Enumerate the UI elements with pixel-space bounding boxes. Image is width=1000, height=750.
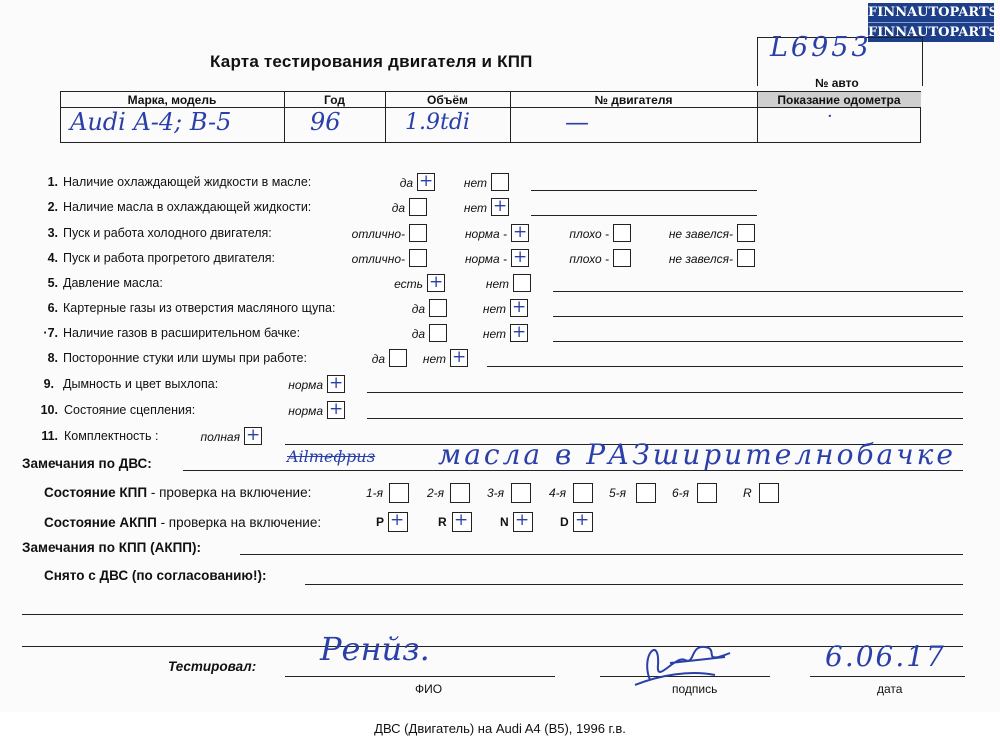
option-label: плохо -: [569, 252, 609, 266]
check-mark-icon: +: [246, 425, 261, 445]
remarks-engine-struck-text: Ailтефриз: [287, 447, 376, 466]
remarks-kpp-label: Замечания по КПП (АКПП):: [22, 540, 201, 555]
value-volume: 1.9tdi: [405, 110, 470, 135]
check-mark-icon: +: [419, 171, 434, 191]
item-label: Дымность и цвет выхлопа:: [63, 377, 219, 391]
remarks-kpp-line: [240, 554, 963, 555]
value-make-model: Audi A-4; B-5: [70, 108, 232, 136]
option-label: нет: [463, 201, 487, 215]
check-mark-icon: +: [329, 399, 344, 419]
test-date: 6.06.17: [825, 640, 946, 673]
kpp-gear-checkbox[interactable]: [759, 483, 779, 503]
item-label: Пуск и работа прогретого двигателя:: [63, 251, 275, 265]
option-checkbox[interactable]: [327, 401, 345, 419]
item-notes-line: [553, 316, 963, 317]
option-label: полная: [200, 430, 240, 444]
check-mark-icon: +: [513, 222, 528, 242]
item-number: 4.: [47, 251, 58, 265]
kpp-gear-label: 5-я: [609, 486, 627, 500]
check-mark-icon: +: [390, 510, 405, 530]
option-label: да: [391, 201, 405, 215]
value-year: 96: [310, 108, 341, 136]
header-engine-no: № двигателя: [594, 93, 673, 107]
option-label: нет: [463, 176, 487, 190]
header-make-model: Марка, модель: [127, 93, 217, 107]
check-mark-icon: +: [454, 510, 469, 530]
item-notes-line: [367, 392, 963, 393]
logo-line-2: FINNAUTOPARTS: [868, 22, 994, 42]
akpp-gear-label: P: [376, 515, 385, 529]
kpp-gear-checkbox[interactable]: [573, 483, 593, 503]
check-mark-icon: +: [429, 272, 444, 292]
item-notes-line: [553, 291, 963, 292]
header-volume: Объём: [427, 93, 468, 107]
sign-caption: подпись: [672, 682, 718, 696]
auto-number-value: L6953: [770, 32, 872, 63]
option-label: отлично-: [351, 252, 405, 266]
value-odometer: ·: [827, 106, 833, 127]
option-label: нет: [485, 277, 509, 291]
item-number: 10.: [40, 403, 58, 417]
removed-label: Снято с ДВС (по согласованию!):: [44, 568, 267, 583]
item-label: Наличие масла в охлаждающей жидкости:: [63, 200, 312, 214]
item-number: 1.: [47, 175, 58, 189]
option-label: не завелся-: [668, 252, 733, 266]
check-mark-icon: +: [493, 196, 508, 216]
fio-caption: ФИО: [415, 682, 443, 696]
item-notes-line: [487, 366, 963, 367]
kpp-gear-checkbox[interactable]: [697, 483, 717, 503]
item-notes-line: [553, 341, 963, 342]
item-number: 9.: [43, 377, 54, 391]
check-mark-icon: +: [512, 322, 527, 342]
option-checkbox[interactable]: [510, 299, 528, 317]
akpp-gear-checkbox[interactable]: [573, 512, 593, 532]
header-odometer: Показание одометра: [777, 93, 901, 107]
check-mark-icon: +: [515, 510, 530, 530]
option-label: нет: [422, 352, 446, 366]
kpp-row: [44, 485, 311, 500]
option-label: да: [399, 176, 413, 190]
kpp-gear-label: R: [743, 486, 752, 500]
item-number: 11.: [41, 429, 58, 443]
option-checkbox[interactable]: [244, 427, 262, 445]
option-checkbox[interactable]: [450, 349, 468, 367]
option-label: не завелся-: [668, 227, 733, 241]
check-mark-icon: +: [452, 347, 467, 367]
remarks-engine-label: Замечания по ДВС:: [22, 456, 152, 471]
kpp-gear-label: 4-я: [549, 486, 567, 500]
option-checkbox[interactable]: [510, 324, 528, 342]
option-checkbox[interactable]: [491, 198, 509, 216]
item-label: Наличие охлаждающей жидкости в масле:: [63, 175, 312, 189]
kpp-gear-label: 3-я: [487, 486, 505, 500]
check-mark-icon: +: [575, 510, 590, 530]
check-mark-icon: +: [512, 297, 527, 317]
option-label: норма -: [464, 252, 507, 266]
akpp-gear-checkbox[interactable]: [388, 512, 408, 532]
option-checkbox[interactable]: [737, 249, 755, 267]
item-label: Картерные газы из отверстия масляного щупа:: [63, 301, 336, 315]
item-number: ·7.: [43, 326, 58, 340]
akpp-gear-label: N: [500, 515, 509, 529]
value-engine-no: —: [565, 108, 589, 136]
kpp-label: Состояние КПП: [44, 485, 148, 500]
option-label: есть: [394, 277, 423, 291]
remarks-engine-text: масла в РАЗширителнобачке: [438, 438, 956, 471]
kpp-desc: - проверка на включение:: [147, 485, 312, 500]
option-label: плохо -: [569, 227, 609, 241]
option-label: норма: [288, 404, 323, 418]
option-label: отлично-: [351, 227, 405, 241]
page-title: Карта тестирования двигателя и КПП: [210, 52, 533, 71]
item-number: 8.: [47, 351, 58, 365]
item-number: 6.: [47, 301, 58, 315]
akpp-gear-label: R: [438, 515, 447, 529]
date-caption: дата: [877, 682, 903, 696]
item-notes-line: [531, 190, 757, 191]
item-label: Посторонние стуки или шумы при работе:: [63, 351, 307, 365]
removed-line-3: [22, 646, 963, 647]
option-label: норма -: [464, 227, 507, 241]
akpp-row: [44, 515, 321, 530]
option-checkbox[interactable]: [513, 274, 531, 292]
removed-line-1: [305, 584, 963, 585]
option-checkbox[interactable]: [491, 173, 509, 191]
kpp-gear-checkbox[interactable]: [511, 483, 531, 503]
kpp-gear-label: 1-я: [366, 486, 384, 500]
header-year: Год: [324, 93, 345, 107]
item-label: Наличие газов в расширительном бачке:: [63, 326, 301, 340]
tester-name: Ренйз.: [320, 630, 430, 668]
auto-number-label: № авто: [815, 76, 859, 90]
option-label: нет: [482, 327, 506, 341]
kpp-gear-label: 2-я: [427, 486, 445, 500]
option-label: норма: [288, 378, 323, 392]
item-number: 2.: [47, 200, 58, 214]
kpp-gear-checkbox[interactable]: [450, 483, 470, 503]
fio-line: [285, 676, 555, 677]
item-label: Комплектность :: [64, 429, 159, 443]
kpp-gear-checkbox[interactable]: [636, 483, 656, 503]
option-label: нет: [482, 302, 506, 316]
akpp-gear-checkbox[interactable]: [452, 512, 472, 532]
akpp-gear-checkbox[interactable]: [513, 512, 533, 532]
check-mark-icon: +: [513, 247, 528, 267]
akpp-label: Состояние АКПП: [44, 515, 157, 530]
option-label: да: [371, 352, 385, 366]
akpp-gear-label: D: [560, 515, 569, 529]
item-notes-line: [367, 418, 963, 419]
logo-line-1: FINNAUTOPARTS: [868, 5, 999, 20]
removed-line-2: [22, 614, 963, 615]
akpp-desc: - проверка на включение:: [156, 515, 322, 530]
option-label: да: [411, 327, 425, 341]
item-number: 5.: [47, 276, 58, 290]
item-number: 3.: [47, 226, 58, 240]
option-checkbox[interactable]: [737, 224, 755, 242]
kpp-gear-label: 6-я: [672, 486, 690, 500]
option-checkbox[interactable]: [327, 375, 345, 393]
date-line: [810, 676, 965, 677]
item-label: Состояние сцепления:: [64, 403, 196, 417]
kpp-gear-checkbox[interactable]: [389, 483, 409, 503]
item-notes-line: [531, 215, 757, 216]
option-label: да: [411, 302, 425, 316]
page-caption: ДВС (Двигатель) на Audi A4 (B5), 1996 г.в.: [374, 721, 626, 736]
check-mark-icon: +: [329, 373, 344, 393]
tested-label: Тестировал:: [168, 659, 257, 674]
item-label: Пуск и работа холодного двигателя:: [63, 226, 272, 240]
item-label: Давление масла:: [63, 276, 163, 290]
